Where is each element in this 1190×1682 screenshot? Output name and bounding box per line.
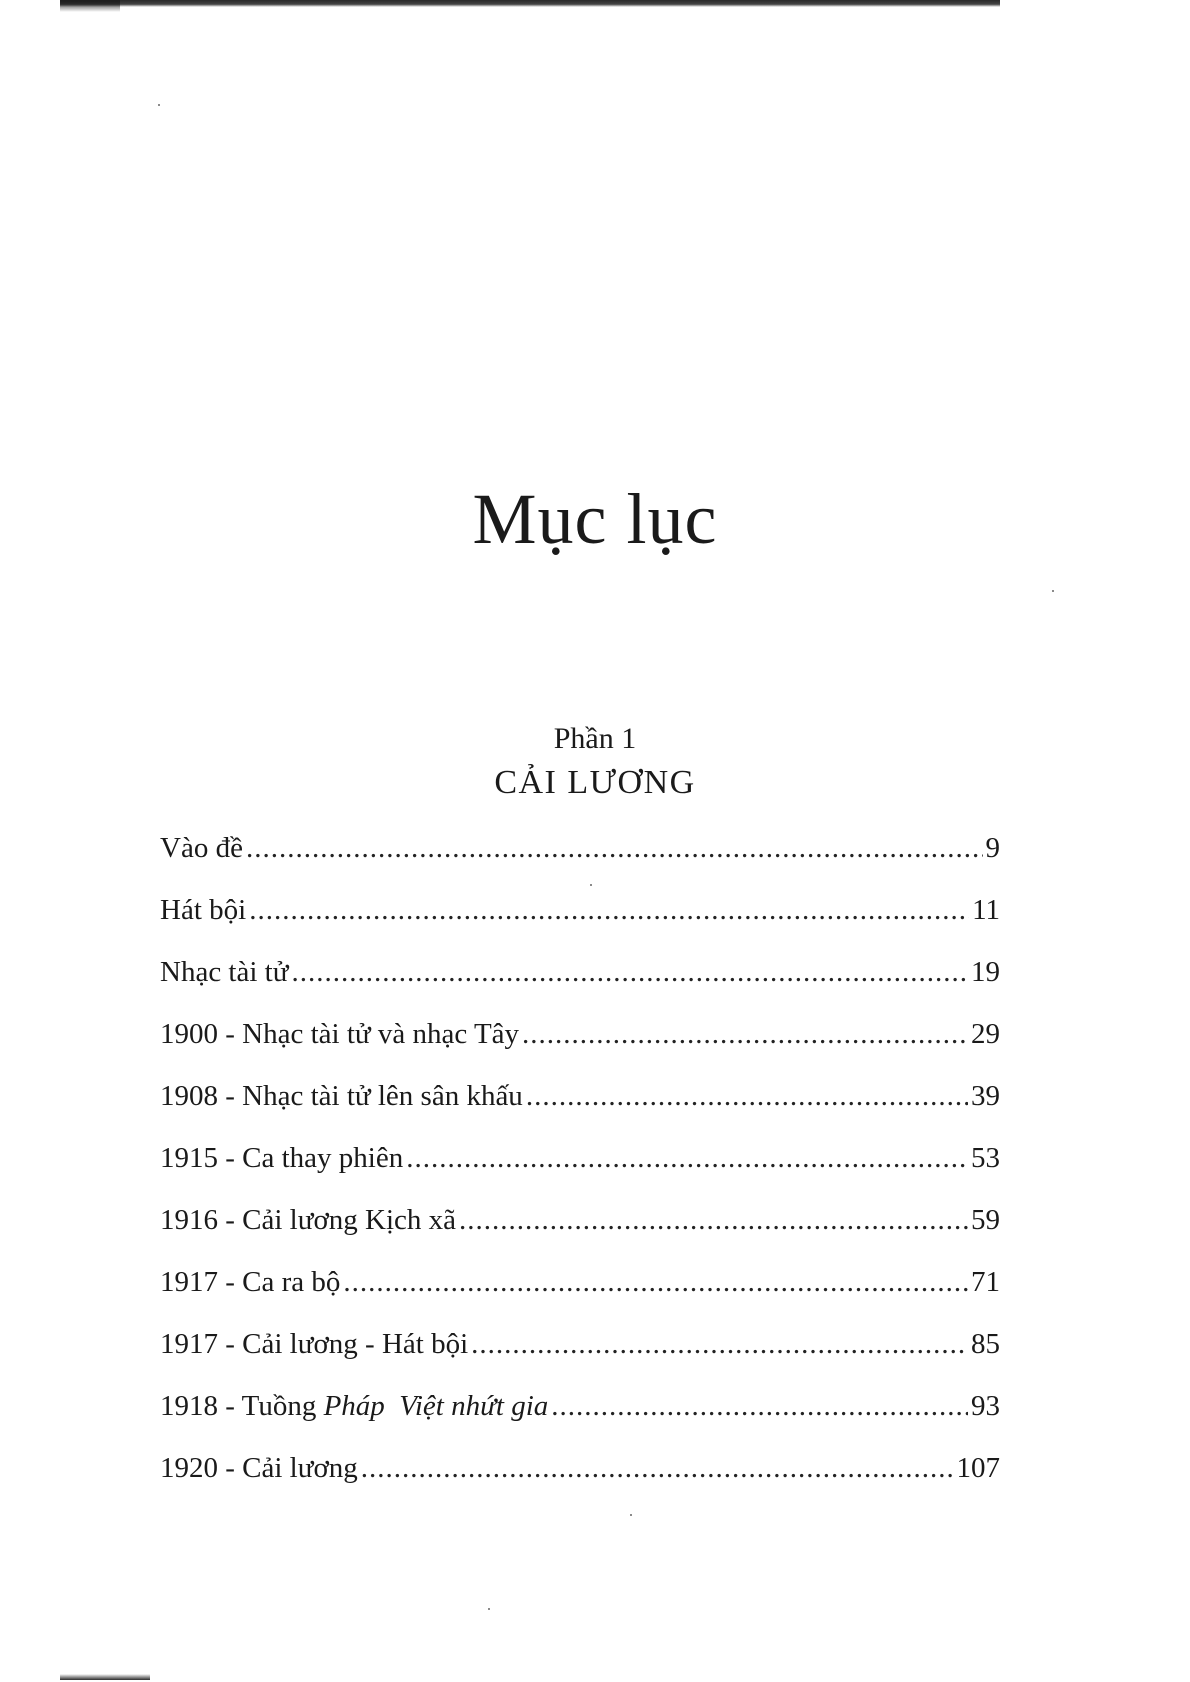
toc-entry-title: 1920 - Cải lương xyxy=(160,1452,358,1484)
part-title: CẢI LƯƠNG xyxy=(494,764,696,801)
toc-entry[interactable] xyxy=(160,1204,1000,1266)
toc-dot-leader xyxy=(406,1142,968,1175)
page-top-edge-corner xyxy=(60,0,120,12)
toc-dot-leader xyxy=(249,894,969,927)
table-of-contents xyxy=(160,832,1000,1514)
page-top-edge-shadow xyxy=(60,0,1000,7)
toc-entry[interactable] xyxy=(160,956,1000,1018)
toc-entry-title: 1915 - Ca thay phiên xyxy=(160,1142,404,1174)
toc-entry-title: 1916 - Cải lương Kịch xã xyxy=(160,1204,457,1236)
toc-dot-leader xyxy=(471,1328,968,1361)
part-label: Phần 1 xyxy=(553,722,637,755)
toc-entry-title-italic: Pháp Việt nhứt gia xyxy=(323,1390,549,1422)
toc-dot-leader xyxy=(361,1452,954,1485)
paper-speck xyxy=(158,104,160,106)
toc-entry-page: 85 xyxy=(971,1328,1000,1360)
toc-dot-leader xyxy=(526,1080,968,1113)
page-bottom-edge-shadow xyxy=(60,1674,150,1680)
toc-entry[interactable] xyxy=(160,1080,1000,1142)
toc-entry-page: 71 xyxy=(971,1266,1000,1298)
toc-entry-page: 59 xyxy=(971,1204,1000,1236)
toc-entry-title: 1917 - Cải lương - Hát bội xyxy=(160,1328,469,1360)
toc-dot-leader xyxy=(522,1018,968,1051)
toc-entry-title: 1917 - Ca ra bộ xyxy=(160,1266,341,1298)
toc-entry-title: 1900 - Nhạc tài tử và nhạc Tây xyxy=(160,1018,520,1050)
toc-entry[interactable] xyxy=(160,832,1000,894)
toc-entry[interactable] xyxy=(160,1018,1000,1080)
toc-entry-title: Nhạc tài tử xyxy=(160,956,289,988)
toc-dot-leader xyxy=(291,956,968,989)
toc-entry-title xyxy=(160,1390,548,1423)
toc-dot-leader xyxy=(551,1390,968,1423)
toc-entry[interactable] xyxy=(160,1452,1000,1514)
toc-dot-leader xyxy=(459,1204,968,1237)
toc-entry[interactable] xyxy=(160,1142,1000,1204)
toc-entry-page: 39 xyxy=(971,1080,1000,1112)
paper-speck xyxy=(1052,590,1054,592)
toc-entry-page: 53 xyxy=(971,1142,1000,1174)
toc-entry-title: 1908 - Nhạc tài tử lên sân khấu xyxy=(160,1080,523,1112)
page-title: Mục lục xyxy=(472,479,718,559)
toc-dot-leader xyxy=(246,832,983,865)
paper-speck xyxy=(590,884,592,886)
toc-entry[interactable] xyxy=(160,1328,1000,1390)
toc-entry-title: Hát bội xyxy=(160,894,247,926)
toc-entry-title-prefix: 1918 - Tuồng xyxy=(160,1390,324,1422)
toc-entry-page: 93 xyxy=(971,1390,1000,1422)
toc-entry[interactable] xyxy=(160,1390,1000,1452)
toc-entry-page: 9 xyxy=(985,832,1000,864)
toc-entry-page: 11 xyxy=(972,894,1000,926)
toc-entry-title: Vào đề xyxy=(160,832,243,864)
toc-entry-page: 29 xyxy=(971,1018,1000,1050)
toc-entry-page: 107 xyxy=(956,1452,1000,1484)
toc-dot-leader xyxy=(343,1266,968,1299)
toc-entry-page: 19 xyxy=(971,956,1000,988)
toc-entry[interactable] xyxy=(160,1266,1000,1328)
paper-speck xyxy=(488,1608,490,1610)
paper-speck xyxy=(630,1514,632,1516)
toc-entry[interactable] xyxy=(160,894,1000,956)
